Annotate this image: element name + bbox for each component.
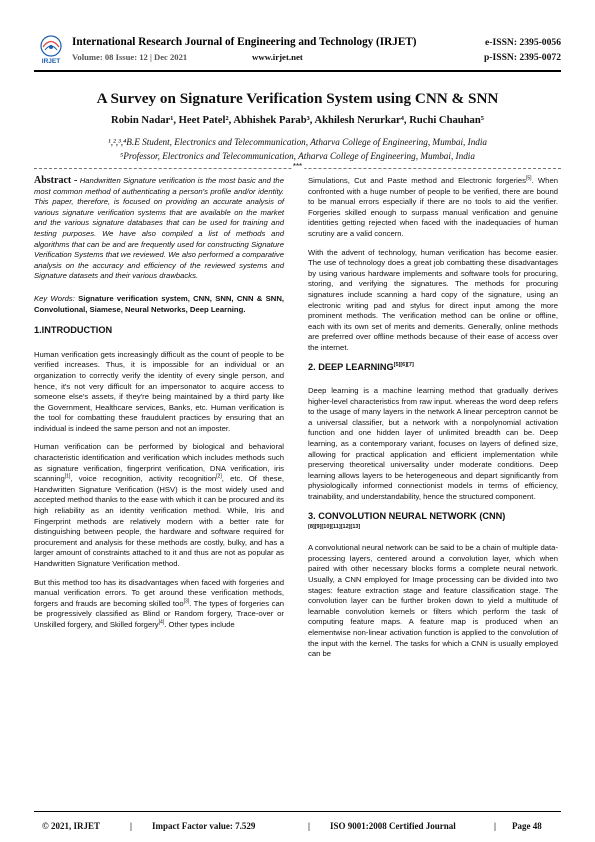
- deep-learning-paragraph: Deep learning is a machine learning method that gradually derives higher-level characteristics from raw input. whereas the word deep refers to the usage of many layers in the network A linear perceptron cannot be a universal classifier, but a network with a nonpolynomial activation function and one hidden layer of unlimited breadth can be. Deep learning, as a contemporary variant, focuses on layers of defined size, allowing for practical application and efficient implementation while preserving theoretical universality under moderate conditions. Deep learning allows layers to be heterogeneous and depart significantly from physiologically informed connectionist models in terms of efficiency, trainability, and understandability, hence the structured component.: [308, 386, 558, 502]
- footer-iso: ISO 9001:2008 Certified Journal: [330, 821, 456, 831]
- header-divider: [34, 70, 561, 72]
- intro-p3-text-c: . Other types include: [164, 619, 235, 629]
- keywords: Signature verification system, CNN, SNN, CNN & SNN, Convolutional, Siamese, Neural Networks, Deep Learning.: [34, 293, 285, 314]
- intro-p2-text-a: Human verification can be performed by biological and behavioral characteristic identification and verification which includes methods such as signature verification, fingerprint verification, DNA verification, iris scanning: [34, 442, 284, 484]
- irjet-logo: [36, 34, 66, 64]
- intro-p2-text-c: , etc. Of these, Handwritten Signature Verification (HSV) is the most widely used and accepted method thanks to the ease with which it can be procured and its high reliability as an identity verification method. While, Iris and Fingerprint methods are relatively modern with a better rate for distinguishing between people, the hardware and software required for procurement and analysis for these methods are costly, bulky, and has a larger amount of constraints attached to it and thus are not as popular as Handwritten Signature Verification method.: [34, 474, 284, 568]
- citation-3[interactable]: [3]: [183, 598, 190, 605]
- deep-learning-heading-text: 2. DEEP LEARNING: [308, 361, 394, 372]
- section-heading-deep-learning: [308, 362, 558, 373]
- citation-2[interactable]: [2]: [216, 473, 222, 480]
- cnn-citations[interactable]: [8][9][10][11][12][13]: [308, 524, 361, 531]
- right-paragraph-1: [308, 176, 558, 240]
- intro-paragraph-3: [34, 578, 284, 631]
- paper-authors: Robin Nadar¹, Heet Patel², Abhishek Parab³, Akhilesh Nerurkar⁴, Ruchi Chauhan⁵: [111, 115, 484, 126]
- intro-paragraph-2: [34, 442, 284, 569]
- intro-p2-text-b: , voice recognition, activity recognition: [70, 474, 217, 484]
- journal-website-link[interactable]: www.irjet.net: [252, 52, 303, 62]
- footer-page-number: Page 48: [512, 821, 542, 831]
- separator-stars: ***: [292, 162, 303, 171]
- right-p1-text-a: Simulations, Cut and Paste method and Electronic forgeries: [308, 176, 526, 185]
- right-paragraph-2: With the advent of technology, human verification has become easier. The use of technology does a great job combatting these disadvantages by using various hardware implements and software tools for procuring, storing, and verifying the signatures. The methods for procuring signatures include scanning a hard copy of the signature, using an electronic writing pad and stylus for direct input among the more prominent methods. The verification method can be online or offline, each with its own set of merits and demerits. Generally, online methods are preferred over offline methods because of their ease of access over the internet.: [308, 247, 558, 352]
- footer-separator: |: [130, 821, 132, 831]
- intro-paragraph-1: Human verification gets increasingly difficult as the count of people to be verified increases. Thus, it is impossible for an individual or an organization to correctly verify the identity of every single person, and hence, it's not very difficult for an impersonator to acquire access to someone else's assets, if they're being maintained by a third party like the Government, Healthcare services, Banks, etc. Human verification is the tool for combatting these fraudulent practices by ensuring that an individual is indeed the same person and not an imposter.: [34, 349, 284, 433]
- left-column: [34, 176, 284, 639]
- volume-issue: Volume: 08 Issue: 12 | Dec 2021: [72, 52, 188, 62]
- footer-separator: |: [494, 821, 496, 831]
- journal-header: [34, 34, 561, 66]
- intro-p3-text-b: . The types of forgeries can be progressively classified as Blind or Random forgery, Trace-over or Unskilled forgery, and Skilled forgery: [34, 598, 284, 629]
- right-p1-text-b: . When confronted with a huge number of people to be verified, there are bound to be manual errors especially if there are no tools to aid the verifier. Forgeries skilled enough to surpass manual verification and genuine identities getting rejected when faced with the inadequacies of human scrutiny are a valid concern.: [308, 176, 559, 238]
- abstract: [34, 176, 284, 282]
- footer-separator: |: [308, 821, 310, 831]
- svg-text:IRJET: IRJET: [41, 58, 61, 64]
- paper-title: A Survey on Signature Verification System using CNN & SNN: [96, 90, 499, 107]
- p-issn: p-ISSN: 2395-0072: [483, 52, 561, 63]
- citation-5[interactable]: [5]: [526, 175, 532, 182]
- section-heading-cnn: 3. CONVOLUTION NEURAL NETWORK (CNN): [308, 510, 506, 521]
- affiliation-professor: ⁵Professor, Electronics and Telecommunication, Atharva College of Engineering, Mumbai, India: [120, 151, 475, 161]
- cnn-paragraph: A convolutional neural network can be said to be a chain of multiple data-processing layers, centered around a convolution layer, which when paired with other necessary blocks forms a complete neural network. Usually, a CNN employed for Image processing can be divided into two stages: feature extraction stage and feature classification stage. The convolution layer can be further broken down to yield a multitude of learnable convolution kernels or filters which perform the task of computing feature maps. A feature map is produced when an elementwise non-linear activation function is applied to the convolution of the input with the kernel. The tasks for which a CNN is usually employed can be: [308, 543, 558, 659]
- footer-impact-factor: Impact Factor value: 7.529: [152, 821, 256, 831]
- deep-learning-citations[interactable]: [5][6][7]: [393, 361, 414, 368]
- footer-divider: [34, 811, 561, 812]
- right-column: [308, 176, 558, 668]
- citation-1[interactable]: [1]: [64, 473, 71, 480]
- intro-p3-text-a: But this method too has its disadvantages when faced with forgeries and manual verification errors. To get around these verification methods, forgers and frauds are becoming skilled too: [34, 577, 284, 608]
- e-issn: e-ISSN: 2395-0056: [485, 37, 561, 48]
- abstract-text: Handwritten Signature verification is the most basic and the most common method of authenticating a person's profile and/or identity. This paper, therefore, is focused on providing an accurate analysis of various signature verification systems that are available on the market and the various signature databases that can be used for training and testing purposes. We have also compiled a list of methods and algorithms that can be and are frequently used for constructing Signature Verification Systems that we reviewed. We also performed a comparative analysis on the accuracy and efficiency of the reviewed systems and Signature datasets and their various drawbacks.: [34, 176, 284, 281]
- affiliation-students: ¹,²,³,⁴B.E Student, Electronics and Telecommunication, Atharva College of Engineering, Mumbai, India: [107, 137, 488, 147]
- separator-rule: [34, 163, 561, 173]
- footer-copyright: © 2021, IRJET: [42, 821, 100, 831]
- section-heading-introduction: 1.INTRODUCTION: [34, 325, 113, 336]
- abstract-label: Abstract -: [34, 175, 78, 186]
- keywords-label: Key Words:: [34, 293, 75, 303]
- citation-4[interactable]: [4]: [158, 619, 165, 626]
- page-footer: [34, 821, 561, 835]
- keywords-paragraph: [34, 294, 284, 315]
- irjet-logo-icon: [36, 34, 66, 64]
- journal-title: International Research Journal of Engineering and Technology (IRJET): [72, 36, 417, 48]
